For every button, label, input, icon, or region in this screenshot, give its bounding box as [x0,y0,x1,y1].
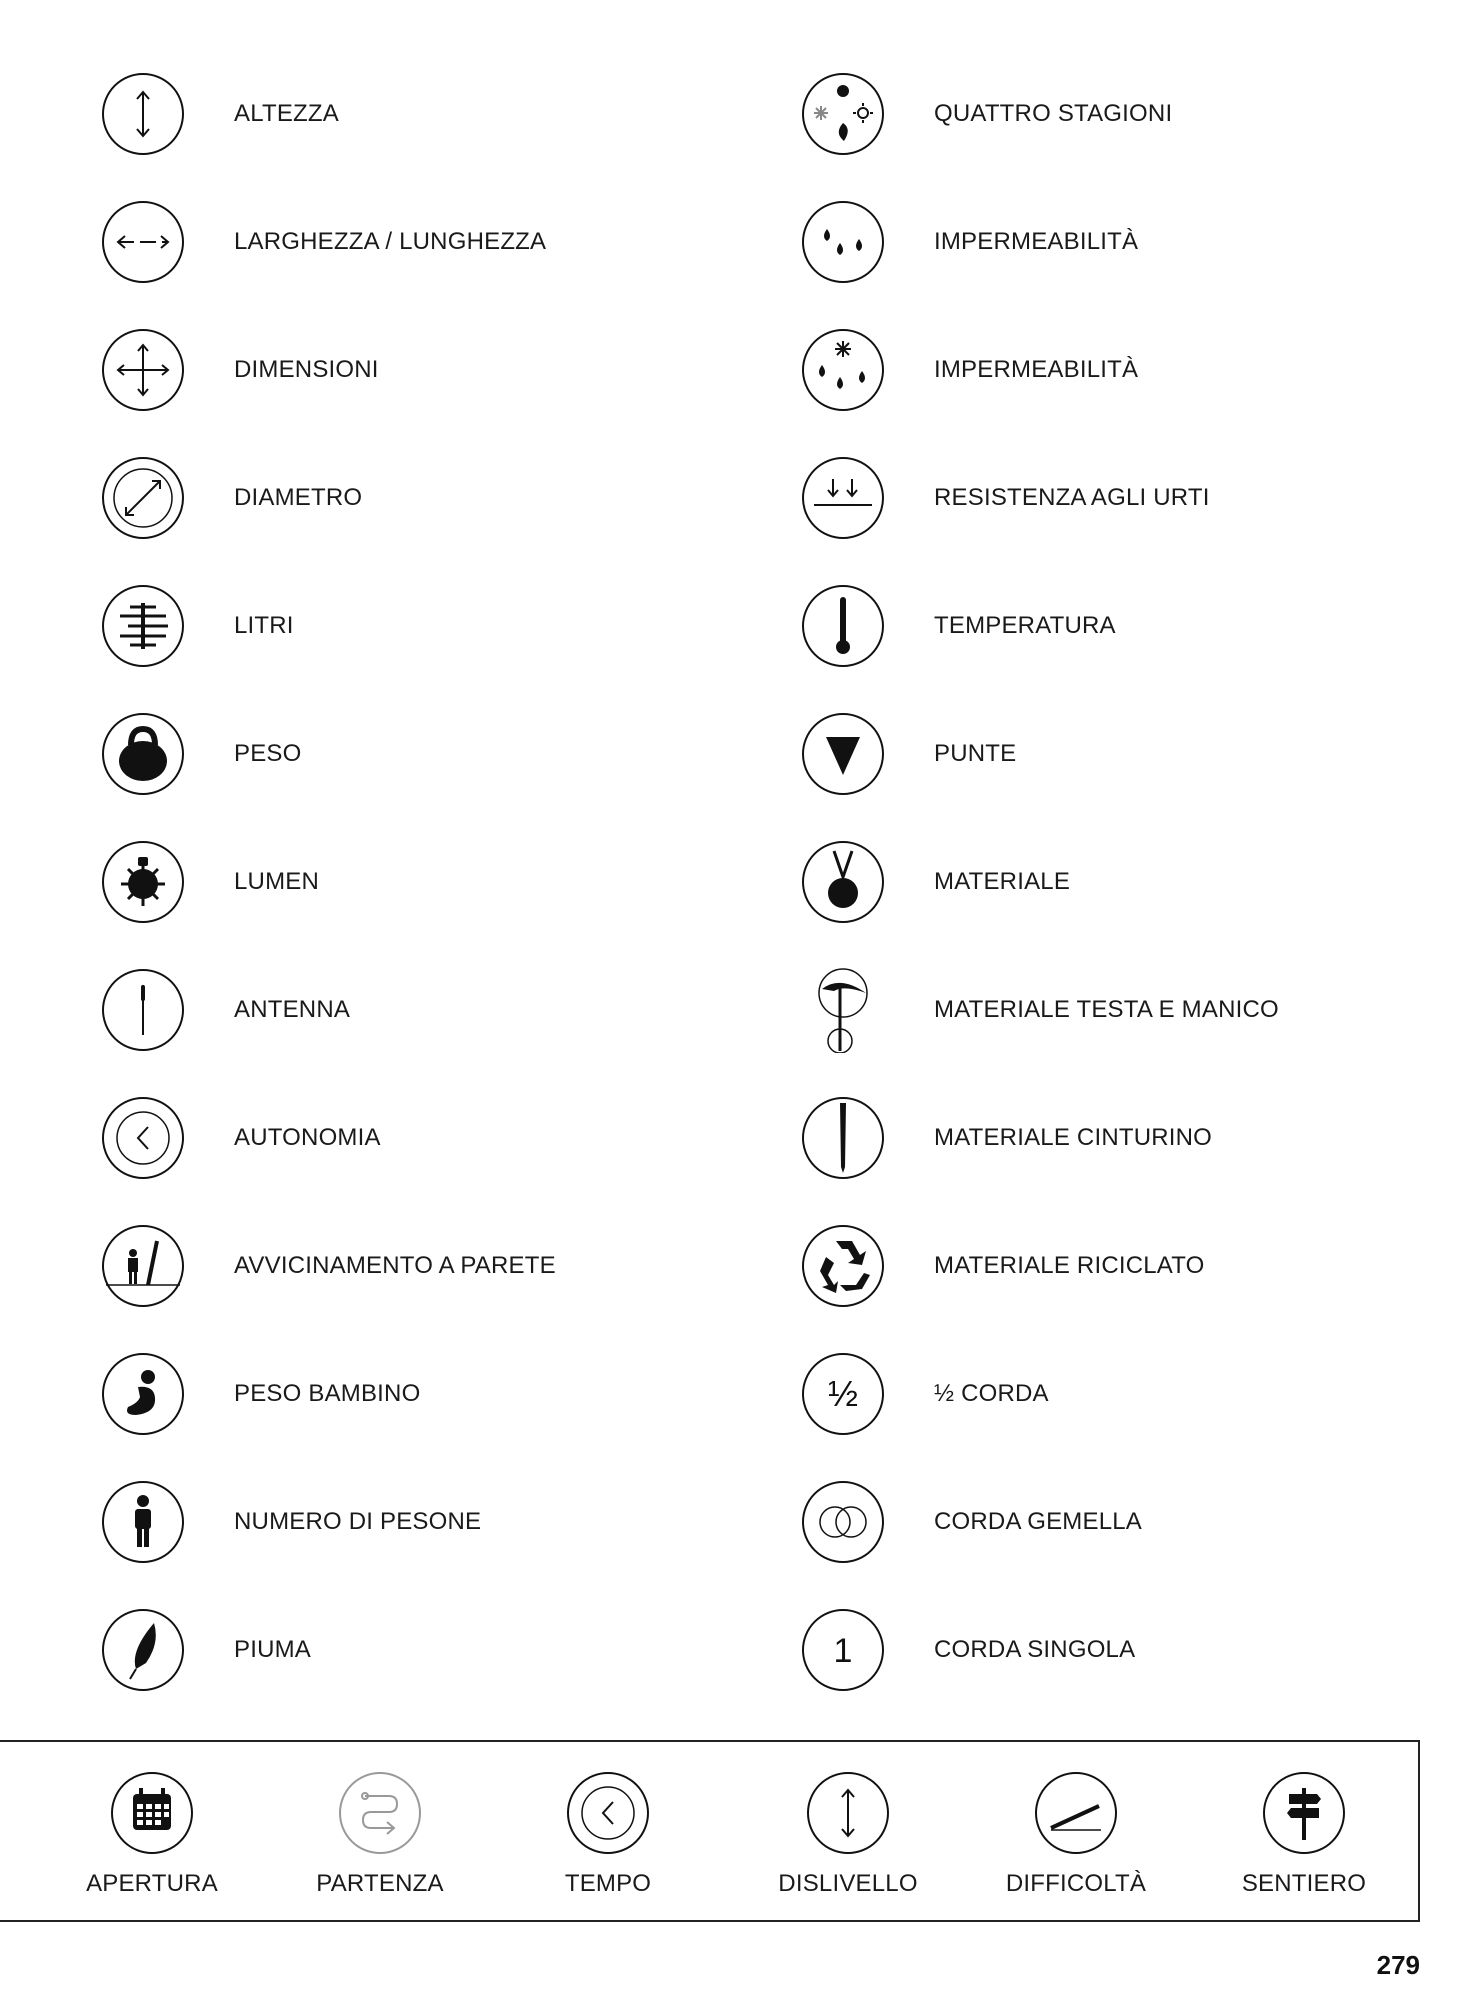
legend-label: DIMENSIONI [234,356,379,383]
thermometer-icon [800,583,886,669]
signpost-icon [1261,1770,1347,1856]
ice-axe-icon [800,967,886,1053]
slope-icon [1033,1770,1119,1856]
legend-item [800,1330,1458,1458]
raindrops-snow-icon [800,327,886,413]
legend-label: TEMPERATURA [934,612,1116,639]
trail-item [280,1770,480,1898]
legend-item [100,690,800,818]
legend-item [800,690,1458,818]
kettlebell-icon [100,711,186,797]
legend-label: CORDA SINGOLA [934,1636,1136,1663]
vertical-arrows-icon [805,1770,891,1856]
legend-label: MATERIALE RICICLATO [934,1252,1205,1279]
legend-label: IMPERMEABILITÀ [934,356,1139,383]
legend-label: LITRI [234,612,294,639]
legend-item [100,1586,800,1714]
legend-label: QUATTRO STAGIONI [934,100,1173,127]
calendar-icon [109,1770,195,1856]
half-rope-icon [800,1351,886,1437]
strap-icon [800,1095,886,1181]
trail-item [976,1770,1176,1898]
legend-label: PIUMA [234,1636,312,1663]
legend-label: DIAMETRO [234,484,363,511]
single-symbol: 1 [833,1632,853,1670]
legend-item [100,50,800,178]
legend-item [100,306,800,434]
legend-label: MATERIALE [934,868,1071,895]
sun-icon [100,839,186,925]
legend-label: IMPERMEABILITÀ [934,228,1139,255]
twin-rope-icon [800,1479,886,1565]
vertical-arrows-icon [100,71,186,157]
legend-label: AUTONOMIA [234,1124,381,1151]
legend-label: AVVICINAMENTO A PARETE [234,1252,556,1279]
legend-item [100,562,800,690]
raindrops-icon [800,199,886,285]
legend-label: MATERIALE TESTA E MANICO [934,996,1279,1023]
legend-label: ANTENNA [234,996,351,1023]
legend-item [100,434,800,562]
legend-item [800,1074,1458,1202]
legend-item [800,1202,1458,1330]
legend-label: NUMERO DI PESONE [234,1508,482,1535]
triangle-icon [800,711,886,797]
trail-item [1204,1770,1404,1898]
legend-item [100,1458,800,1586]
baby-icon [100,1351,186,1437]
feather-icon [100,1607,186,1693]
legend-item [100,1074,800,1202]
antenna-icon [100,967,186,1053]
left-column [100,50,800,1714]
legend-label: PESO BAMBINO [234,1380,421,1407]
person-icon [100,1479,186,1565]
legend-label: PESO [234,740,302,767]
trail-label: PARTENZA [316,1870,444,1897]
medal-icon [800,839,886,925]
legend-item [800,306,1458,434]
legend-item [100,178,800,306]
legend-item [800,178,1458,306]
page-number: 279 [1376,1950,1420,1980]
legend-label: ½ CORDA [934,1380,1049,1407]
impact-icon [800,455,886,541]
legend-item [800,562,1458,690]
legend-label: CORDA GEMELLA [934,1508,1142,1535]
legend-item [800,50,1458,178]
person-wall-icon [100,1223,186,1309]
legend-label: LARGHEZZA / LUNGHEZZA [234,228,547,255]
recycle-icon [800,1223,886,1309]
trail-label: DIFFICOLTÀ [1005,1870,1147,1897]
legend-item [100,818,800,946]
legend-item [800,434,1458,562]
liters-icon [100,583,186,669]
single-rope-icon [800,1607,886,1693]
legend-item [800,1458,1458,1586]
legend-label: PUNTE [934,740,1017,767]
route-icon [337,1770,423,1856]
legend-item [800,818,1458,946]
legend-item [100,1330,800,1458]
four-seasons-icon [800,71,886,157]
trail-item [508,1770,708,1898]
clock-icon [100,1095,186,1181]
legend-label: LUMEN [234,868,320,895]
legend-item [100,946,800,1074]
right-column [800,50,1458,1714]
half-symbol: ½ [827,1373,859,1414]
legend-item [800,1586,1458,1714]
trail-label: DISLIVELLO [778,1870,918,1897]
trail-label: SENTIERO [1241,1870,1367,1897]
legend-item [100,1202,800,1330]
trail-legend-box [0,1740,1420,1922]
trail-label: APERTURA [86,1870,218,1897]
diameter-icon [100,455,186,541]
trail-item [748,1770,948,1898]
four-way-arrows-icon [100,327,186,413]
legend-label: RESISTENZA AGLI URTI [934,484,1210,511]
legend-label: ALTEZZA [234,100,339,127]
trail-label: TEMPO [564,1870,652,1897]
legend-label: MATERIALE CINTURINO [934,1124,1213,1151]
legend-item [800,946,1458,1074]
clock-icon [565,1770,651,1856]
trail-item [52,1770,252,1898]
horizontal-arrows-icon [100,199,186,285]
